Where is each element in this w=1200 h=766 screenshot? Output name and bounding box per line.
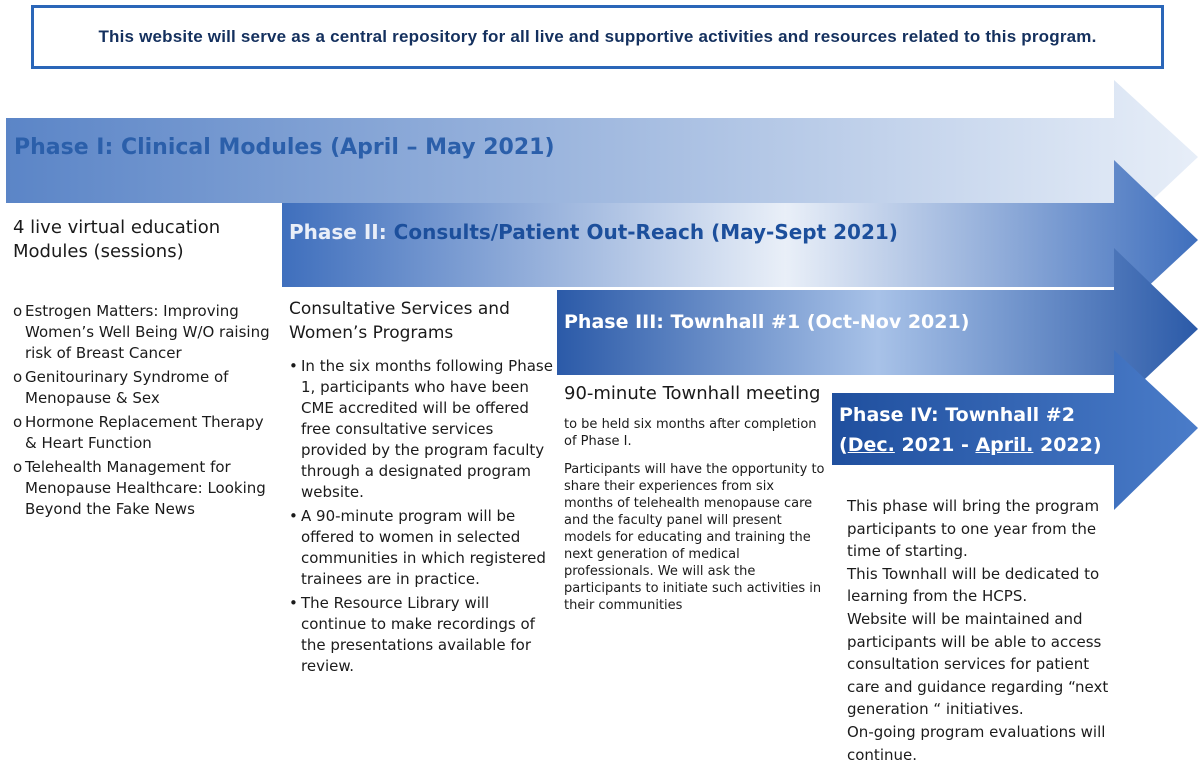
list-item: o Genitourinary Syndrome of Menopause & Sex	[13, 367, 271, 409]
phase-2-title-prefix: Phase II:	[289, 220, 394, 244]
phase-4-title-mid: 2021 -	[894, 434, 976, 456]
list-item: o Hormone Replacement Therapy & Heart Function	[13, 412, 271, 454]
list-item: • In the six months following Phase 1, participants who have been CME accredited will be offered free consultative services provided by the program faculty through a designated program website.	[289, 356, 554, 503]
phase-3-section-head: 90-minute Townhall meeting	[564, 383, 821, 404]
list-item: o Estrogen Matters: Improving Women’s Well Being W/O raising risk of Breast Cancer	[13, 301, 271, 364]
phase-4-title	[839, 400, 1102, 460]
banner-text: This website will serve as a central repository for all live and supportive activities and resources related to this program.	[98, 27, 1097, 46]
phase-3-paragraph-2: Participants will have the opportunity to share their experiences from six months of telehealth menopause care and the faculty panel will present models for educating and training the next generation of medical professionals. We will ask the participants to initiate such activities in their communities	[564, 462, 825, 613]
phase-3-title: Phase III: Townhall #1 (Oct-Nov 2021)	[564, 311, 970, 333]
list-item: o Telehealth Management for Menopause Healthcare: Looking Beyond the Fake News	[13, 457, 271, 520]
phase-4-title-april: April.	[975, 434, 1034, 456]
phase-1-module-list	[13, 301, 271, 523]
phase-4-title-line2	[839, 430, 1102, 460]
phase-1-title: Phase I: Clinical Modules (April – May 2021)	[14, 135, 555, 160]
phase-4-title-paren: (	[839, 434, 848, 456]
phase-4-line: This Townhall will be dedicated to learning from the HCPS.	[847, 564, 1100, 606]
phase-2-title	[289, 220, 898, 244]
list-item: • The Resource Library will continue to make recordings of the presentations available for review.	[289, 593, 554, 677]
phase-3-paragraph-1: to be held six months after completion of Phase I.	[564, 417, 817, 449]
phase-2-item-list	[289, 356, 554, 680]
list-item: • A 90-minute program will be offered to women in selected communities in which registered trainees are in practice.	[289, 506, 554, 590]
phase-4-description	[847, 495, 1112, 766]
phase-4-title-end: 2022)	[1033, 434, 1102, 456]
phase-4-title-line1: Phase IV: Townhall #2	[839, 404, 1075, 426]
phase-2-title-highlight: Consults/Patient Out-Reach (May-Sept 2021)	[393, 220, 898, 244]
phase-4-line: Website will be maintained and participants will be able to access consultation services for patient care and guidance regarding “next generation “ initiatives.	[847, 609, 1109, 719]
phase-4-line: On-going program evaluations will continue.	[847, 722, 1106, 764]
phase-4-line: This phase will bring the program participants to one year from the time of starting.	[847, 497, 1100, 561]
phase-4-title-dec: Dec.	[847, 434, 895, 456]
phase-2-section-head: Consultative Services and Women’s Programs	[289, 299, 510, 343]
phase-1-section-head: 4 live virtual education Modules (sessions)	[13, 217, 221, 262]
